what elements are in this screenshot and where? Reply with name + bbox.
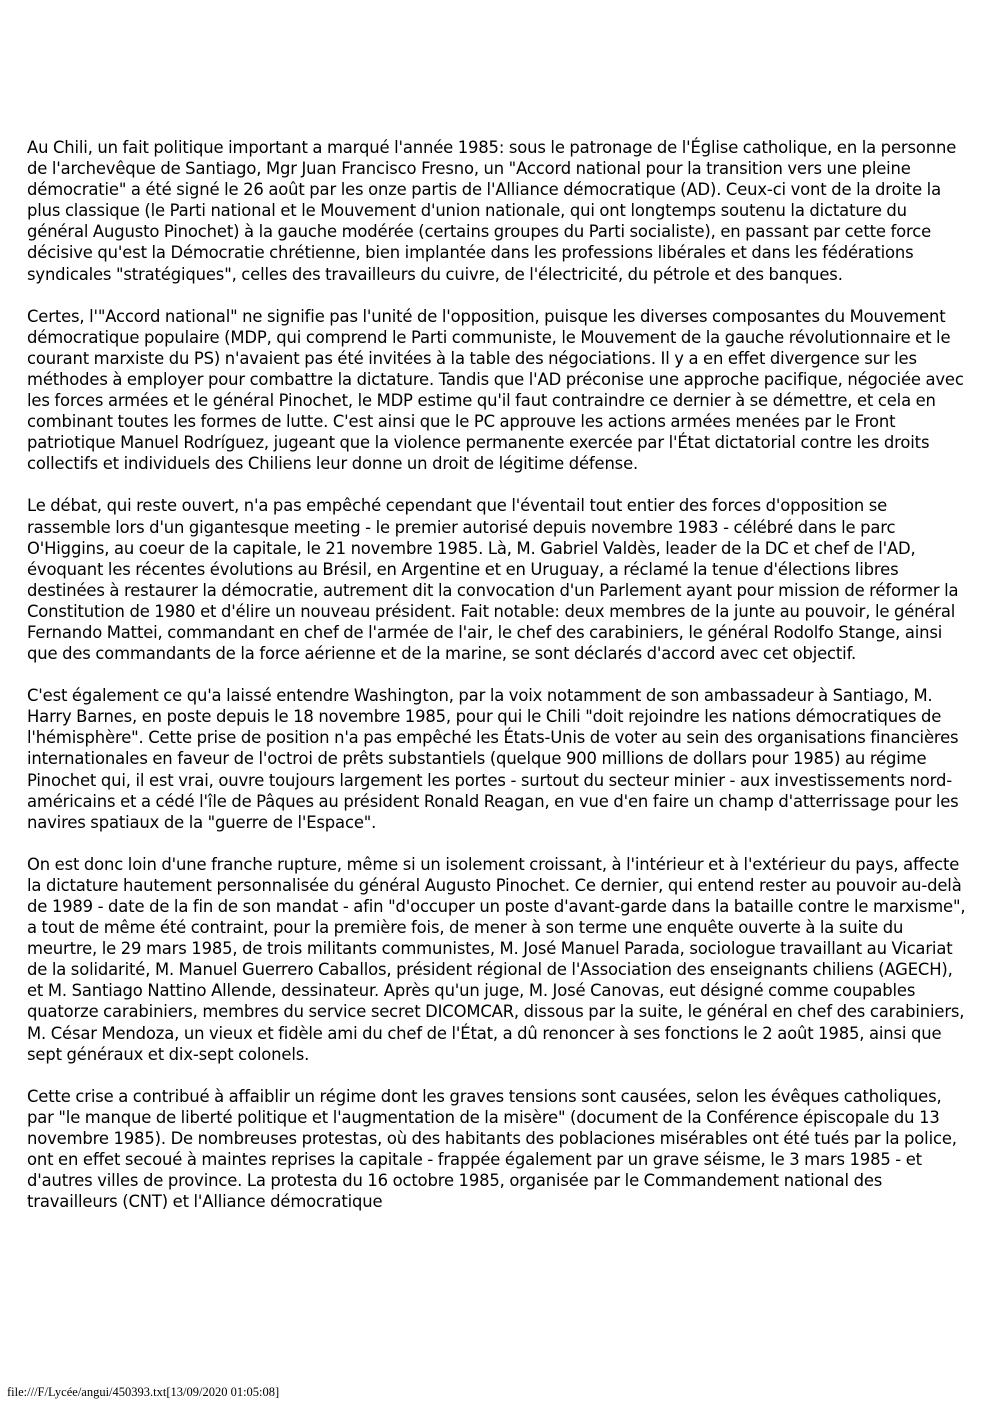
paragraph-1: Au Chili, un fait politique important a marqué l'année 1985: sous le patronage de l'Église catholique, en la personne de l'archevêque de Santiago, Mgr Juan Francisco Fresno, un "Accord national pour la transition vers une pleine démocratie" a été signé le 26 août par les onze partis de l'Alliance démocratique (AD). Ceux-ci vont de la droite la plus classique (le Parti national et le Mouvement d'union nationale, qui ont longtemps soutenu la dictature du général Augusto Pinochet) à la gauche modérée (certains groupes du Parti socialiste), en passant par cette force décisive qu'est la Démocratie chrétienne, bien implantée dans les professions libérales et dans les fédérations syndicales "stratégiques", celles des travailleurs du cuivre, de l'électricité, du pétrole et des banques.: [27, 138, 957, 284]
paragraph-5: On est donc loin d'une franche rupture, même si un isolement croissant, à l'intérieur et à l'extérieur du pays, affecte la dictature hautement personnalisée du général Augusto Pinochet. Ce dernier, qui entend rester au pouvoir au-delà de 1989 - date de la fin de son mandat - afin "d'occuper un poste d'avant-garde dans la bataille contre le marxisme", a tout de même été contraint, pour la première fois, de mener à son terme une enquête ouverte à la suite du meurtre, le 29 mars 1985, de trois militants communistes, M. José Manuel Parada, sociologue travaillant au Vicariat de la solidarité, M. Manuel Guerrero Caballos, président régional de l'Association des enseignants chiliens (AGECH), et M. Santiago Nattino Allende, dessinateur. Après qu'un juge, M. José Canovas, eut désigné comme coupables quatorze carabiniers, membres du service secret DICOMCAR, dissous par la suite, le général en chef des carabiniers, M. César Mendoza, un vieux et fidèle ami du chef de l'État, a dû renoncer à ses fonctions le 2 août 1985, ainsi que sept généraux et dix-sept colonels.: [27, 854, 966, 1064]
paragraph-6: Cette crise a contribué à affaiblir un régime dont les graves tensions sont causées, selon les évêques catholiques, par "le manque de liberté politique et l'augmentation de la misère" (document de la Conférence épiscopale du 13 novembre 1985). De nombreuses protestas, où des habitants des poblaciones misérables ont été tués par la police, ont en effet secoué à maintes reprises la capitale - frappée également par un grave séisme, le 3 mars 1985 - et d'autres villes de province. La protesta du 16 octobre 1985, organisée par le Commandement national des travailleurs (CNT) et l'Alliance démocratique: [27, 1086, 957, 1212]
paragraph-4: C'est également ce qu'a laissé entendre Washington, par la voix notamment de son ambassadeur à Santiago, M. Harry Barnes, en poste depuis le 18 novembre 1985, pour qui le Chili "doit rejoindre les nations démocratiques de l'hémisphère". Cette prise de position n'a pas empêché les États-Unis de voter au sein des organisations financières internationales en faveur de l'octroi de prêts substantiels (quelque 900 millions de dollars pour 1985) au régime Pinochet qui, il est vrai, ouvre toujours largement les portes - surtout du secteur minier - aux investissements nord-américains et a cédé l'île de Pâques au président Ronald Reagan, en vue d'en faire un champ d'atterrissage pour les navires spatiaux de la "guerre de l'Espace".: [27, 686, 959, 832]
page-footer-file-path: file:///F/Lycée/angui/450393.txt[13/09/2020 01:05:08]: [7, 1385, 280, 1399]
paragraph-2: Certes, l'"Accord national" ne signifie pas l'unité de l'opposition, puisque les diverses composantes du Mouvement démocratique populaire (MDP, qui comprend le Parti communiste, le Mouvement de la gauche révolutionnaire et le courant marxiste du PS) n'avaient pas été invitées à la table des négociations. Il y a en effet divergence sur les méthodes à employer pour combattre la dictature. Tandis que l'AD préconise une approche pacifique, négociée avec les forces armées et le général Pinochet, le MDP estime qu'il faut contraindre ce dernier à se démettre, et cela en combinant toutes les formes de lutte. C'est ainsi que le PC approuve les actions armées menées par le Front patriotique Manuel Rodríguez, jugeant que la violence permanente exercée par l'État dictatorial contre les droits collectifs et individuels des Chiliens leur donne un droit de légitime défense.: [27, 306, 964, 474]
paragraph-3: Le débat, qui reste ouvert, n'a pas empêché cependant que l'éventail tout entier des forces d'opposition se rassemble lors d'un gigantesque meeting - le premier autorisé depuis novembre 1983 - célébré dans le parc O'Higgins, au coeur de la capitale, le 21 novembre 1985. Là, M. Gabriel Valdès, leader de la DC et chef de l'AD, évoquant les récentes évolutions au Brésil, en Argentine et en Uruguay, a réclamé la tenue d'élections libres destinées à restaurer la démocratie, autrement dit la convocation d'un Parlement ayant pour mission de réformer la Constitution de 1980 et d'élire un nouveau président. Fait notable: deux membres de la junte au pouvoir, le général Fernando Mattei, commandant en chef de l'armée de l'air, le chef des carabiniers, le général Rodolfo Stange, ainsi que des commandants de la force aérienne et de la marine, se sont déclarés d'accord avec cet objectif.: [27, 496, 959, 664]
document-body: [27, 137, 969, 1233]
